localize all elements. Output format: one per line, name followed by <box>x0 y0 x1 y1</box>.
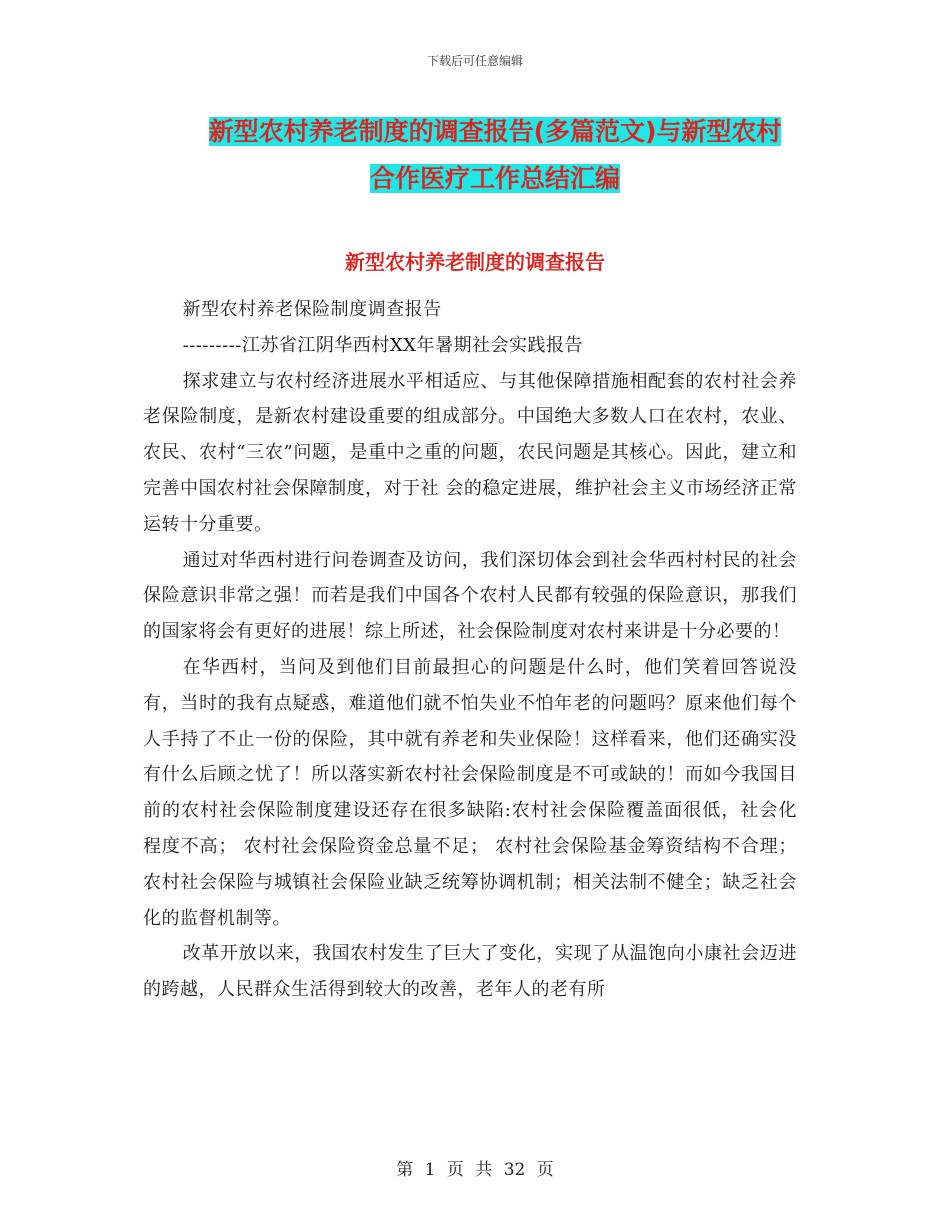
section-title: 新型农村养老制度的调查报告 <box>345 250 605 274</box>
main-title-line2: 合作医疗工作总结汇编 <box>369 164 620 193</box>
main-title-line1: 新型农村养老制度的调查报告(多篇范文)与新型农村 <box>208 117 782 146</box>
paragraph: 探求建立与农村经济进展水平相适应、与其他保障措施相配套的农村社会养老保险制度，是新农村建设重要的组成部分。中国绝大多数人口在农村，农业、农民、农村“三农”问题，是重中之重的问题，农民问题是其核心。因此，建立和完善中国农村社会保障制度，对于社 会的稳定进展，维护社会主义市场经济正常运转十分重要。 <box>143 370 797 535</box>
subtitle: 新型农村养老保险制度调查报告 <box>182 299 442 320</box>
document-body <box>143 292 797 1008</box>
subtitle-source: ---------江苏省江阴华西村XX年暑期社会实践报告 <box>182 334 583 356</box>
main-title <box>150 108 840 202</box>
paragraph: 通过对华西村进行问卷调查及访问，我们深切体会到社会华西村村民的社会保险意识非常之强！而若是我们中国各个农村人民都有较强的保险意识，那我们的国家将会有更好的进展！综上所述，社会保险制度对农村来讲是十分必要的！ <box>143 549 797 643</box>
page-footer: 第 1 页 共 32 页 <box>396 1160 554 1180</box>
paragraph: 在华西村，当问及到他们目前最担心的问题是什么时，他们笑着回答说没有，当时的我有点疑惑，难道他们就不怕失业不怕年老的问题吗？原来他们每个人手持了不止一份的保险，其中就有养老和失业保险！这样看来，他们还确实没有什么后顾之忧了！所以落实新农村社会保险制度是不可或缺的！而如今我国目前的农村社会保险制度建设还存在很多缺陷:农村社会保险覆盖面很低，社会化程度不高； 农村社会保险资金总量不足； 农村社会保险基金筹资结构不合理； 农村社会保险与城镇社会保险业缺乏统筹协调机制；相关法制不健全；缺乏社会化的监督机制等。 <box>143 656 797 929</box>
page-header: 下载后可任意编辑 <box>426 54 523 68</box>
paragraph: 改革开放以来，我国农村发生了巨大了变化，实现了从温饱向小康社会迈进的跨越，人民群众生活得到较大的改善，老年人的老有所 <box>143 943 797 1001</box>
